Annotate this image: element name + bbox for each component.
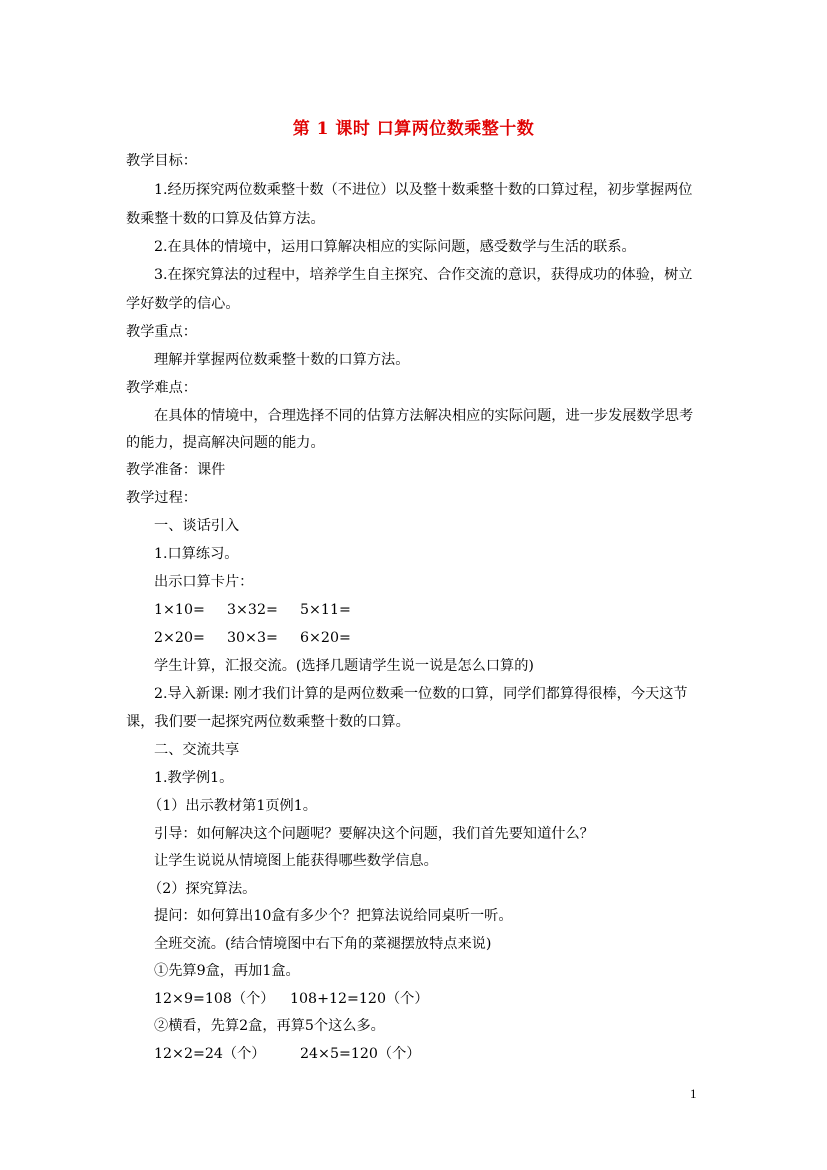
paragraph-line: 学好数学的信心。 [126,296,240,312]
paragraph-line: （1）出示教材第1页例1。 [148,798,317,814]
equation: 24×5=120（个） [300,1046,421,1062]
paragraph-line: 在具体的情境中，合理选择不同的估算方法解决相应的实际问题，进一步发展数学思考 [154,408,694,424]
oral-card-item: 2×20= [154,630,205,646]
subsection-heading: 二、交流共享 [154,742,240,758]
section-heading-key-points: 教学重点： [126,324,197,340]
paragraph-line: 理解并掌握两位数乘整十数的口算方法。 [154,352,410,368]
equation: 108+12=120（个） [290,991,429,1007]
paragraph-line: 3.在探究算法的过程中，培养学生自主探究、合作交流的意识，获得成功的体验，树立 [154,267,693,283]
section-heading-difficulties: 教学难点： [126,380,197,396]
paragraph-line: 1.经历探究两位数乘整十数（不进位）以及整十数乘整十数的口算过程，初步掌握两位 [154,182,693,198]
paragraph-line: 提问：如何算出10盒有多少个？把算法说给同桌听一听。 [154,908,513,924]
page-number: 1 [690,1086,697,1101]
paragraph-line: 出示口算卡片： [154,574,254,590]
section-heading-process: 教学过程： [126,490,197,506]
paragraph-line: 2.导入新课: 刚才我们计算的是两位数乘一位数的口算，同学们都算得很棒，今天这节 [154,686,688,702]
page-title: 第 1 课时 口算两位数乘整十数 [292,119,535,139]
equation: 12×9=108（个） [154,991,275,1007]
equation: 12×2=24（个） [154,1046,266,1062]
section-heading-objectives: 教学目标： [126,153,197,169]
oral-card-item: 5×11= [300,602,351,618]
oral-card-item: 3×32= [227,602,278,618]
paragraph-line: （2）探究算法。 [148,881,257,897]
oral-card-item: 6×20= [300,630,351,646]
oral-card-item: 1×10= [154,602,205,618]
paragraph-line: 数乘整十数的口算及估算方法。 [126,211,325,227]
subsection-heading: 一、谈话引入 [154,518,240,534]
paragraph-line: ①先算9盒，再加1盒。 [154,963,300,979]
paragraph-line: 引导：如何解决这个问题呢？要解决这个问题，我们首先要知道什么？ [154,826,594,842]
paragraph-line: 2.在具体的情境中，运用口算解决相应的实际问题，感受数学与生活的联系。 [154,239,636,255]
paragraph-line: 的能力，提高解决问题的能力。 [126,435,325,451]
paragraph-line: 1.教学例1。 [154,770,234,786]
paragraph-line: ②横看，先算2盒，再算5个这么多。 [154,1018,385,1034]
oral-card-item: 30×3= [227,630,278,646]
paragraph-line: 学生计算，汇报交流。(选择几题请学生说一说是怎么口算的) [154,658,534,674]
paragraph-line: 课，我们要一起探究两位数乘整十数的口算。 [126,714,410,730]
paragraph-line: 1.口算练习。 [154,546,239,562]
paragraph-line: 全班交流。(结合情境图中右下角的菜褪摆放特点来说) [154,936,492,952]
section-heading-preparation: 教学准备：课件 [126,462,226,478]
paragraph-line: 让学生说说从情境图上能获得哪些数学信息。 [154,853,438,869]
